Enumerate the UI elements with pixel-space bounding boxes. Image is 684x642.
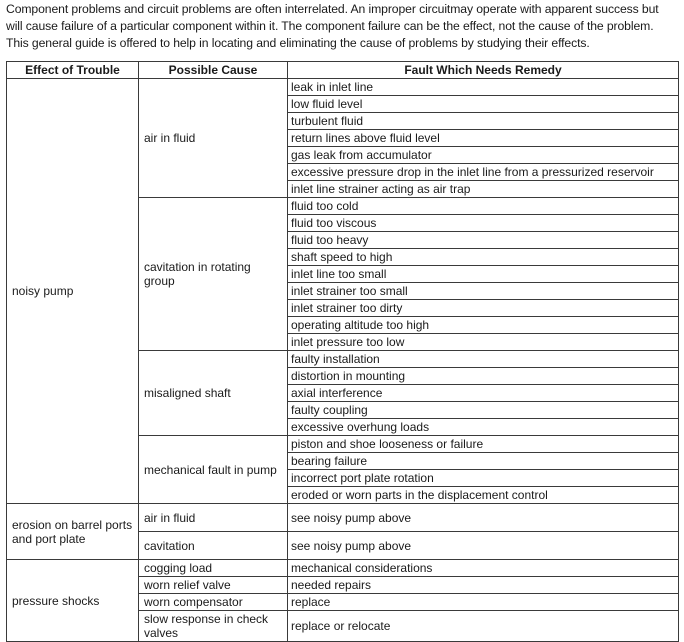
fault-cell: faulty installation [288,351,679,368]
fault-cell: axial interference [288,385,679,402]
cause-cell: cavitation in rotating group [139,198,288,351]
intro-paragraph [6,1,682,52]
fault-cell: turbulent fluid [288,113,679,130]
fault-cell: inlet line too small [288,266,679,283]
fault-cell: fluid too viscous [288,215,679,232]
header-fault: Fault Which Needs Remedy [288,62,679,79]
fault-cell: faulty coupling [288,402,679,419]
effect-cell: noisy pump [7,79,139,504]
intro-line: Component problems and circuit problems are often interrelated. An improper circuitmay operate with apparent success but [6,2,659,16]
fault-cell: return lines above fluid level [288,130,679,147]
fault-cell: piston and shoe looseness or failure [288,436,679,453]
fault-cell: excessive overhung loads [288,419,679,436]
header-cause: Possible Cause [139,62,288,79]
intro-line: This general guide is offered to help in locating and eliminating the cause of problems by studying their effects. [6,36,590,50]
cause-cell: worn compensator [139,594,288,611]
header-row [7,62,679,79]
table-row [7,560,679,577]
cause-cell: air in fluid [139,504,288,532]
fault-cell: low fluid level [288,96,679,113]
fault-cell: see noisy pump above [288,504,679,532]
fault-cell: fluid too heavy [288,232,679,249]
effect-cell: erosion on barrel ports and port plate [7,504,139,560]
fault-cell: inlet line strainer acting as air trap [288,181,679,198]
cause-cell: cavitation [139,532,288,560]
fault-cell: inlet strainer too dirty [288,300,679,317]
table-body [7,79,679,642]
fault-cell: see noisy pump above [288,532,679,560]
fault-cell: shaft speed to high [288,249,679,266]
table-row [7,79,679,96]
fault-cell: fluid too cold [288,198,679,215]
table-row [7,504,679,532]
fault-cell: replace or relocate [288,611,679,642]
fault-cell: mechanical considerations [288,560,679,577]
fault-cell: bearing failure [288,453,679,470]
fault-cell: incorrect port plate rotation [288,470,679,487]
fault-cell: needed repairs [288,577,679,594]
fault-cell: operating altitude too high [288,317,679,334]
cause-cell: slow response in check valves [139,611,288,642]
fault-cell: leak in inlet line [288,79,679,96]
troubleshooting-table [6,61,679,642]
fault-cell: distortion in mounting [288,368,679,385]
effect-cell: pressure shocks [7,560,139,642]
fault-cell: eroded or worn parts in the displacement control [288,487,679,504]
fault-cell: gas leak from accumulator [288,147,679,164]
cause-cell: cogging load [139,560,288,577]
cause-cell: misaligned shaft [139,351,288,436]
fault-cell: replace [288,594,679,611]
header-effect: Effect of Trouble [7,62,139,79]
cause-cell: air in fluid [139,79,288,198]
fault-cell: excessive pressure drop in the inlet line from a pressurized reservoir [288,164,679,181]
cause-cell: worn relief valve [139,577,288,594]
fault-cell: inlet pressure too low [288,334,679,351]
intro-line: will cause failure of a particular component within it. The component failure can be the effect, not the cause of the problem. [6,19,654,33]
cause-cell: mechanical fault in pump [139,436,288,504]
fault-cell: inlet strainer too small [288,283,679,300]
